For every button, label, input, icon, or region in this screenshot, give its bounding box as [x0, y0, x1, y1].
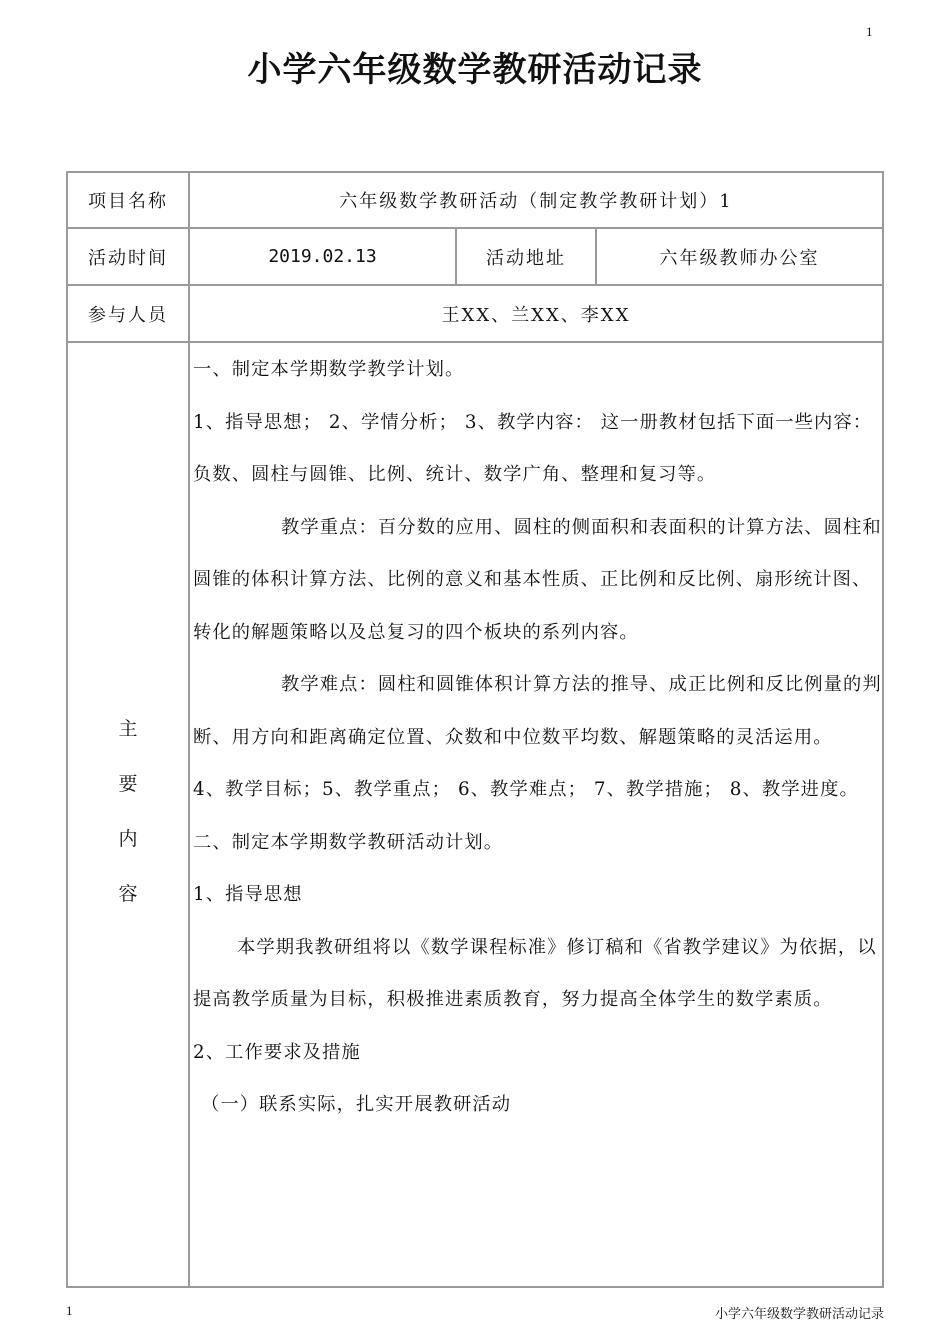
content-paragraph: 教学重点：百分数的应用、圆柱的侧面积和表面积的计算方法、圆柱和圆锥的体积计算方法、比例的意义和基本性质、正比例和反比例、扇形统计图、转化的解题策略以及总复习的四个板块的系列内容。: [193, 516, 882, 643]
main-content-label-char: 主: [118, 718, 138, 740]
content-paragraph: 1、指导思想: [193, 884, 303, 905]
content-paragraph: 1、指导思想； 2、学情分析； 3、教学内容： 这一册教材包括下面一些内容：负数、圆柱与圆锥、比例、统计、数学广角、整理和复习等。: [193, 411, 873, 485]
page-number-top: 1: [866, 24, 873, 39]
activity-record-table: [66, 171, 884, 1288]
content-paragraph: 二、制定本学期数学教研活动计划。: [193, 831, 504, 853]
footer-page-number: 1: [66, 1303, 73, 1318]
content-paragraph: 教学难点：圆柱和圆锥体积计算方法的推导、成正比例和反比例量的判断、用方向和距离确定位置、众数和中位数平均数、解题策略的灵活运用。: [193, 674, 882, 748]
content-paragraph: 4、教学目标；5、教学重点； 6、教学难点； 7、教学措施； 8、教学进度。: [193, 779, 859, 800]
activity-time-value: 2019.02.13: [268, 246, 377, 267]
activity-location-value: 六年级教师办公室: [659, 247, 820, 269]
main-content-label-char: 内: [118, 828, 138, 850]
project-name-value: 六年级数学教研活动（制定教学教研计划）1: [339, 191, 733, 212]
document-title: 小学六年级数学教研活动记录: [247, 50, 703, 90]
activity-time-label: 活动时间: [88, 247, 168, 269]
participants-label: 参与人员: [88, 304, 168, 326]
content-paragraph: 2、工作要求及措施: [193, 1041, 361, 1063]
project-name-label: 项目名称: [88, 191, 168, 212]
activity-location-label: 活动地址: [486, 247, 566, 269]
main-content-label-char: 容: [118, 883, 138, 905]
participants-value: 王XX、兰XX、李XX: [441, 304, 631, 326]
footer-document-name: 小学六年级数学教研活动记录: [714, 1307, 884, 1322]
content-paragraph: 一、制定本学期数学教学计划。: [193, 359, 465, 380]
main-content-body: [193, 344, 883, 1132]
main-content-label-char: 要: [118, 773, 138, 795]
content-paragraph: （一）联系实际，扎实开展教研活动: [201, 1094, 512, 1115]
content-paragraph: 本学期我教研组将以《数学课程标准》修订稿和《省教学建议》为依据，以提高教学质量为目标，积极推进素质教育，努力提高全体学生的数学素质。: [193, 936, 877, 1010]
